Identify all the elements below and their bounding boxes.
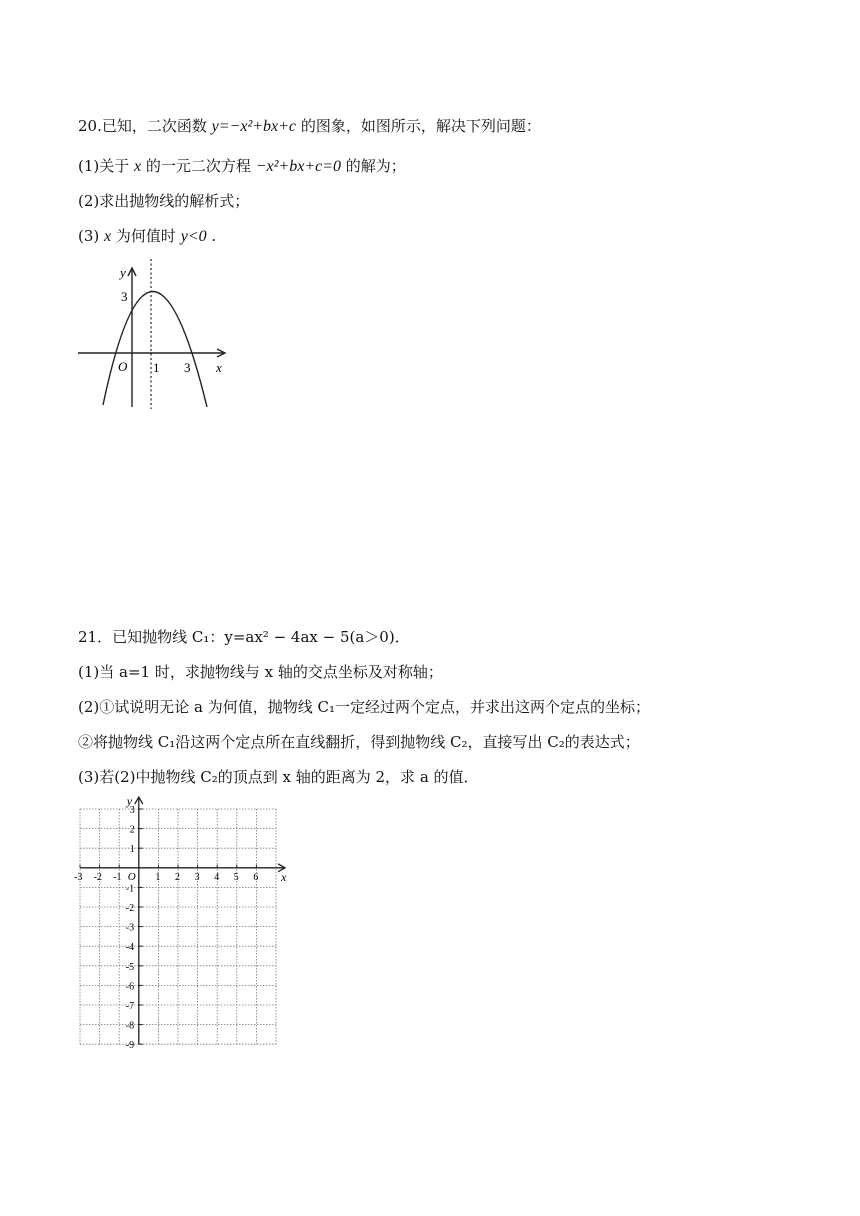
y-intercept-label: 3 — [121, 289, 128, 304]
grid-x-tick-label: 1 — [155, 871, 161, 883]
q21-stem: 21．已知抛物线 C₁：y=ax² − 4ax − 5(a＞0)． — [78, 628, 410, 646]
parabola-curve — [103, 291, 207, 407]
q20-function-expression: y=−x²+bx+c — [211, 118, 297, 135]
q20-parabola-figure — [74, 255, 244, 415]
q20-part3-var: x — [104, 228, 112, 245]
origin-label: O — [118, 359, 128, 374]
grid-x-tick-label: 5 — [233, 871, 239, 883]
vertex-x-label: 1 — [153, 360, 160, 375]
grid-x-tick-label: 6 — [253, 871, 259, 883]
q20-part2: (2)求出抛物线的解析式； — [78, 192, 250, 210]
grid-y-tick-label: 2 — [129, 824, 135, 836]
grid-x-tick-label: -2 — [93, 871, 102, 883]
q20-part1-mid: 的一元二次方程 — [145, 157, 251, 175]
grid-y-tick-label: -3 — [125, 922, 135, 934]
grid-y-tick-label: 1 — [129, 844, 135, 856]
q20-part1-prefix: (1)关于 — [78, 157, 130, 175]
q21-part3: (3)若(2)中抛物线 C₂的顶点到 x 轴的距离为 2，求 a 的值． — [78, 768, 479, 786]
grid-origin-label: O — [127, 870, 136, 883]
q20-part3-mid: 为何值时 — [115, 227, 176, 245]
y-axis-label: y — [120, 265, 126, 280]
q20-part1-var: x — [134, 158, 142, 175]
grid-y-axis-label: y — [126, 794, 133, 808]
q20-part3-suffix: . — [211, 227, 217, 245]
grid-y-tick-label: -8 — [125, 1020, 135, 1032]
grid-y-tick-label: -7 — [125, 1001, 135, 1012]
root-label: 3 — [184, 360, 191, 375]
q20-stem-prefix: 20.已知，二次函数 — [78, 117, 207, 135]
grid-y-tick-label: -6 — [125, 981, 135, 993]
q20-part1-suffix: 的解为； — [345, 157, 406, 175]
grid-x-tick-label: 3 — [194, 871, 200, 883]
q21-coordinate-grid — [72, 794, 287, 1052]
q20-stem — [78, 116, 541, 137]
grid-x-tick-label: 2 — [175, 871, 180, 883]
q20-part3-prefix: (3) — [78, 227, 100, 245]
grid-y-tick-label: -1 — [125, 883, 135, 895]
grid-y-tick-label: -4 — [125, 942, 135, 954]
q20-part1 — [78, 156, 406, 177]
grid-x-tick-label: -3 — [74, 871, 83, 883]
q20-part3 — [78, 226, 216, 247]
x-axis-label: x — [216, 360, 222, 375]
grid-x-tick-label: 4 — [214, 871, 220, 883]
q20-part1-equation: −x²+bx+c=0 — [255, 158, 342, 175]
q20-part3-inequality: y<0 — [180, 228, 207, 245]
q20-stem-suffix: 的图象，如图所示，解决下列问题： — [300, 117, 541, 135]
grid-x-tick-label: -1 — [113, 871, 122, 883]
grid-y-tick-label: 3 — [129, 805, 135, 816]
grid-y-tick-label: -5 — [125, 961, 135, 973]
grid-x-axis-label: x — [281, 869, 287, 884]
grid-y-tick-label: -2 — [125, 903, 135, 914]
grid-y-tick-label: -9 — [125, 1040, 135, 1052]
q21-part2b: ②将抛物线 C₁沿这两个定点所在直线翻折，得到抛物线 C₂，直接写出 C₂的表达式； — [78, 733, 640, 751]
q21-part1: (1)当 a=1 时，求抛物线与 x 轴的交点坐标及对称轴； — [78, 663, 443, 681]
q21-part2a: (2)①试说明无论 a 为何值，抛物线 C₁一定经过两个定点，并求出这两个定点的坐标； — [78, 698, 650, 716]
